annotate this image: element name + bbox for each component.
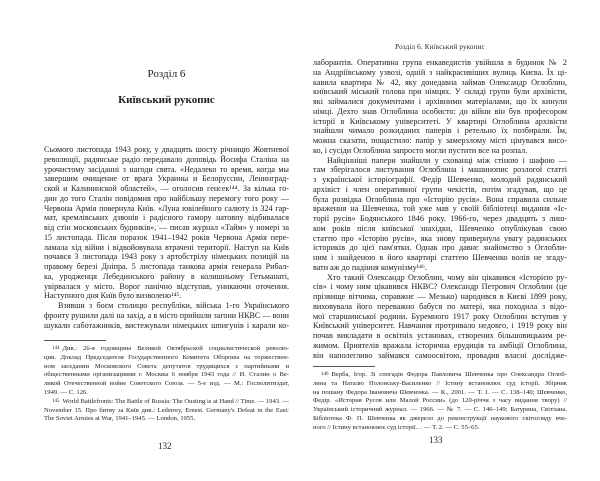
text-line: фронту рушили далі на захід, а в місто прийшли загони НКВС — вони bbox=[44, 310, 289, 320]
text-line: Хто такий Олександр Оглоблин, чому він цікавився «Історією ру- bbox=[327, 272, 567, 282]
text-line: знайшли чимало розкиданих паперів і ретельно їх позбирали. Їм, bbox=[313, 126, 567, 136]
text-line: 15 листопада. Після поразок 1941–1942 років Червона Армія пере- bbox=[44, 232, 289, 242]
text-line: увірвалася у місто. Ворог панічно відступав, уникаючи оточення. bbox=[44, 281, 289, 291]
footnote-line bbox=[44, 398, 289, 407]
footnote-number: 146 bbox=[321, 372, 329, 377]
text-line: дин до того Сталін повідомив про найбільшу перемогу того року — bbox=[44, 193, 289, 203]
text-line: кавила квартира № 42, яку донедавна займав Олександр Оглоблин, bbox=[313, 77, 567, 87]
page-number-right: 133 bbox=[429, 435, 443, 445]
text-line: статтю про «Історію русів», яка знову привернула увагу радянських bbox=[313, 233, 567, 243]
text-line: почав викладати в освітніх установах, створених більшовицьким ре- bbox=[313, 331, 567, 340]
text-line: була розвідка Оглоблина про «Історію русів». Вона справила сильне bbox=[313, 194, 567, 204]
text-line: торії русів» Бодянського 1846 року. 1966-го, через двадцять з лиш- bbox=[313, 214, 567, 223]
text-line: урочистому засіданні з нагоди свята. «Недалеко то время, когда мы bbox=[44, 164, 289, 174]
right-page-footnotes bbox=[313, 366, 567, 433]
footnote-line: ликой Отечественной войне Советского Союза. — 5-е изд. — М.: Госполитиздат, bbox=[44, 380, 289, 388]
footnote-line: ции. Доклад Председателя Государственного Комитета Обороны на торжествен- bbox=[44, 353, 289, 361]
text-line: революції, радянське радіо передавало доповідь Йосифа Сталіна на bbox=[44, 154, 289, 164]
text-line: Сьомого листопада 1943 року, у двадцять шосту річницю Жовтневої bbox=[44, 145, 289, 154]
footnote-text: Верба, Ігор. Зі спогадів Федора Павловича Шевченка про Олександра Оглоб- bbox=[331, 371, 567, 378]
footnote-line: ного // Істину встановлює суд історії… — Т. 2. — С. 55–65. bbox=[313, 423, 480, 431]
text-line: правому березі Дніпра. 5 листопада танкова армія генерала Рибал- bbox=[44, 262, 289, 271]
text-line: київський міський голова при німцях. У складі групи були архівісти, bbox=[313, 87, 567, 97]
text-line: ним і знайденою в його квартирі статтею Шевченко волів не згаду- bbox=[313, 253, 567, 262]
left-page-footnotes bbox=[44, 340, 289, 424]
text-line: Наступного дня Київ було визволено¹⁴⁵. bbox=[44, 291, 182, 301]
running-head: Розділ 6. Київський рукопис bbox=[395, 43, 485, 51]
text-line: враження на Шевченка, той уже мав у своїй бібліотеці видання «Іс- bbox=[313, 204, 567, 214]
text-line: мат, кремлівських дзвонів і радісного гамору натовпу відбивалася bbox=[44, 213, 289, 223]
chapter-number: Розділ 6 bbox=[147, 68, 186, 80]
text-line: мої старшинської родини. Буремного 1917 року Оглоблин вступив у bbox=[313, 311, 567, 321]
text-line: Найцінніші папери знайшли у схованці між стіною і шафою — bbox=[327, 155, 567, 165]
footnote-line: 1949. — С. 126. bbox=[44, 388, 88, 396]
footnote-line bbox=[44, 345, 289, 354]
footnote-line: Бібліотека Ф. П. Шевченка як джерело до реконструкції наукового світогляду вче- bbox=[313, 414, 567, 422]
footnote-line: на пошану Федора Івановича Шевченка. — К., 2001. — Т. 1. — С. 138–140; Шевченко, bbox=[313, 388, 567, 396]
page-number-left: 132 bbox=[158, 441, 172, 451]
text-line: ком років після київської знахідки, Шевченко опублікував свою bbox=[313, 223, 567, 233]
footnote bbox=[313, 371, 567, 433]
text-line: почався 3 листопада 1943 року з артобстрілу німецьких позицій на bbox=[44, 252, 289, 262]
text-line: він наполегливо займався самоосвітою, провадив власні дослідже- bbox=[313, 350, 567, 360]
text-line: виховувала його переважно бабуся по матері, яка походила з відо- bbox=[313, 301, 567, 311]
text-line: німці. Дехто знав Оглоблина особисто: до війни він був професором bbox=[313, 106, 567, 116]
footnote-line: The Soviet Armies at War, 1941–1945. — London, 1955. bbox=[44, 415, 196, 423]
text-line: ко, і сусіди Оглоблина запросто могли пустити все на розпал. bbox=[313, 145, 528, 155]
text-line: завершим очищение от врага Украины и Белоруссии, Ленинград- bbox=[44, 174, 289, 184]
text-line: Взявши з боєм столицю республіки, війська 1-го Українського bbox=[58, 301, 289, 310]
chapter-title: Київський рукопис bbox=[118, 94, 215, 106]
left-page-body bbox=[44, 145, 289, 330]
text-line: шукали саботажників, вистежували німецьких шпигунів і карали ко- bbox=[44, 320, 289, 330]
footnote bbox=[44, 345, 289, 398]
text-line: прізвище вітчима, справжнє — Мезько) народився в Києві 1899 року, bbox=[313, 292, 567, 301]
text-line: на Андріївському узвозі, одній з найкрасивіших вулиць Києва. Їх ці- bbox=[313, 67, 567, 77]
text-line: можна сказати, пощастило: папір у замерзлому місті цінувався висо- bbox=[313, 136, 567, 145]
footnote-number: 145 bbox=[52, 398, 60, 404]
text-line: Київський університет. Навчання протривало недовго, і 1919 року він bbox=[313, 321, 567, 331]
right-page-body bbox=[313, 58, 567, 360]
text-line: Червона Армія повернула Київ. «Луна ювілейного салюту із 324 гар- bbox=[44, 203, 289, 213]
text-line: лаборантів. Оперативна група енкаведистів увійшла в будинок № 2 bbox=[313, 58, 567, 67]
footnote-line: November 15. Про битву за Київ див.: Lederrey, Ernest. Germany's Defeat in the East: bbox=[44, 406, 289, 414]
footnote-line: лина та Наталю Полонську-Василенко // Істину встановлює суд історії. Збірник bbox=[313, 379, 567, 387]
text-line: ламала хід війни і відвойовувала втрачені території. Наступ на Київ bbox=[44, 242, 289, 252]
text-line: ка, уродженця Лебединського району в колишньому Гетьманаті, bbox=[44, 271, 289, 281]
footnote-line: ном заседании Московского Совета депутатов трудящихся с партийными и bbox=[44, 362, 289, 370]
text-line: сів» і чому ним цікавився НКВС? Олександр Петрович Оглоблин (це bbox=[313, 282, 567, 292]
text-line: там зберігалося листування Оглоблина і машинопис розлогої статті bbox=[313, 165, 567, 175]
text-line: вати аж до падіння комунізму¹⁴⁶. bbox=[313, 262, 427, 272]
text-line: архівіст і член оперативної групи чекістів, потім згадував, що це bbox=[313, 184, 567, 194]
footnote-line: Федір. «История Русов или Малой России» (до 120-річчя з часу видання твору) // bbox=[313, 397, 567, 405]
text-line: жимом. Приятелів вражала історична ерудиція та амбіції Оглоблина, bbox=[313, 340, 567, 350]
footnote-text: World Battlefronts: The Battle of Russia: The Ousting is at Hand // Time. — 1943. — bbox=[62, 397, 289, 405]
text-line: історії в Київському університеті. У квартирі Оглоблина архівісти bbox=[313, 116, 567, 126]
footnote-text: Див.: 26-я годовщина Великой Октябрьской социалистической револю- bbox=[62, 345, 289, 352]
text-line: ской и Калининской областей», — оголосив генсек¹⁴⁴. За кілька го- bbox=[44, 184, 289, 193]
text-line: від стін московських будинків», — писав журнал «Тайм» у номері за bbox=[44, 223, 289, 232]
footnote-divider bbox=[313, 366, 375, 367]
text-line: які займалися документами і архівними матеріалами, що їх кинули bbox=[313, 97, 567, 106]
footnote-number: 144 bbox=[52, 346, 60, 351]
footnote bbox=[44, 398, 289, 424]
footnote-line: общественными организациями г. Москвы 6 ноября 1943 года // И. Сталин о Ве- bbox=[44, 371, 289, 379]
footnote-line bbox=[313, 371, 567, 380]
text-line: з української історіографії. Федір Шевченко, молодий радянський bbox=[313, 175, 567, 184]
footnote-divider bbox=[44, 340, 106, 341]
footnote-line: Український історичний журнал. — 1966. — № 7. — С. 146–149; Батурина, Світлана. bbox=[313, 406, 567, 414]
text-line: істориків до цієї пам'ятки. Однак про давнє знайомство з Оглобли- bbox=[313, 243, 567, 253]
